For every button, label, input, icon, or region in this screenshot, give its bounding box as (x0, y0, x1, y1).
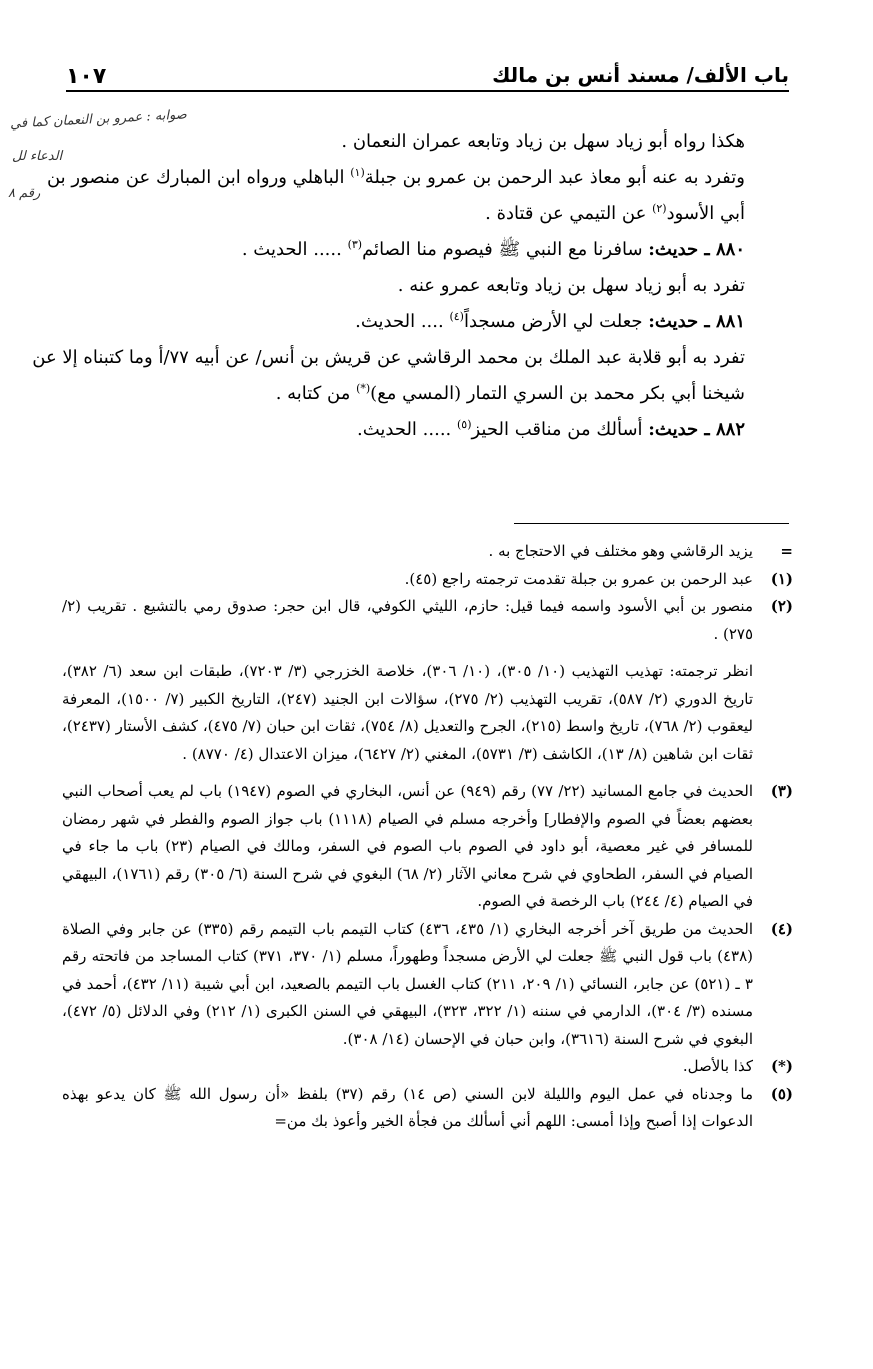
margin-note-line3: رقم ٨ (8, 186, 41, 201)
footnote-mark: (١) (770, 569, 793, 588)
hadith-label: ٨٨٠ ـ حديث: (648, 239, 745, 260)
running-title: باب الألف/ مسند أنس بن مالك (492, 63, 789, 87)
paragraph: تفرد به أبو زياد سهل بن زياد وتابعه عمرو عنه . (397, 275, 745, 296)
hadith-label: ٨٨١ ـ حديث: (648, 311, 745, 332)
footnote (62, 593, 793, 768)
page-header (66, 56, 789, 92)
margin-note-line2: الدعاء لل (12, 149, 63, 164)
footnote-mark: (٢) (770, 597, 793, 615)
footnote-mark: (٥) (770, 1084, 793, 1103)
footnote-mark: (٤) (770, 919, 793, 938)
footnote-ref: (٢) (652, 202, 667, 215)
footnote-mark: = (780, 542, 793, 560)
footnote-ref: (*) (356, 382, 371, 395)
footnote-text: ما وجدناه في عمل اليوم والليلة لابن السني (ص ١٤) رقم (٣٧) بلفظ «أن رسول الله ﷺ كان يدعو بهذه الدعوات إذا أصبح وإذا أمسى: اللهم أني أسألك من فجأة الخير وأعوذ بك من= (62, 1084, 754, 1130)
paragraph: تفرد به أبو قلابة عبد الملك بن محمد الرقاشي عن قريش بن أنس/ عن أبيه ٧٧/أ وما كتبناه إلا عن شيخنا أبي بكر محمد بن السري التمار (المسي مع)(*) من كتابه . (32, 347, 745, 404)
footnote-text: كذا بالأصل. (682, 1057, 753, 1075)
footnote-mark: (*) (770, 1057, 793, 1075)
main-text (30, 124, 789, 448)
footnote-ref: (٥) (456, 418, 472, 431)
page-number: ١٠٧ (66, 64, 107, 89)
footnote-ref: (٣) (347, 238, 363, 251)
footnote-subtext: انظر ترجمته: تهذيب التهذيب (١٠/ ٣٠٥)، (١٠/ ٣٠٦)، خلاصة الخزرجي (٣/ ٧٢٠٣)، طبقات ابن سعد (٦/ ٣٨٢)، تاريخ الدوري (٢/ ٥٨٧)، تقريب التهذيب (٢/ ٢٧٥)، سؤالات ابن الجنيد (٢٤٧)، التاريخ الكبير (٧/ ١٥٠٠)، المعرفة ليعقوب (٢/ ٧٦٨)، تاريخ واسط (٢١٥)، الجرح والتعديل (٨/ ٧٥٤)، ثقات ابن حبان (٧/ ٤٧٥)، كشف الأستار (٢٤٣٧)، ثقات ابن شاهين (٨/ ١٣)، الكاشف (٣/ ٥٧٣١)، المغني (٢/ ٦٤٢٧)، ميزان الاعتدال (٤/ ٨٧٧٠) . (62, 662, 754, 763)
footnote (62, 566, 793, 594)
footnotes (62, 538, 793, 1136)
footnote (62, 778, 793, 916)
paragraph: هكذا رواه أبو زياد سهل بن زياد وتابعه عمران النعمان . (341, 131, 745, 152)
paragraph: وتفرد به عنه أبو معاذ عبد الرحمن بن عمرو بن جبلة$^{(١)}$ الباهلي ورواه ابن المبارك عن منصور بن أبي الأسود$^{(٢)}$ عن التيمي عن قتادة . (46, 166, 745, 224)
hadith-882: ٨٨٢ ـ حديث: أسألك من مناقب الحيز$^{(٥)}$ ..... الحديث. (356, 418, 745, 440)
hadith-880: ٨٨٠ ـ حديث: سافرنا مع النبي ﷺ فيصوم منا الصائم$^{(٣)}$ ..... الحديث . (241, 238, 745, 260)
footnote-ref: (١) (350, 166, 365, 179)
footnote-text: عبد الرحمن بن عمرو بن جبلة تقدمت ترجمته راجع (٤٥). (404, 569, 753, 588)
footnote-ref: (٤) (449, 310, 464, 323)
hadith-881: ٨٨١ ـ حديث: جعلت لي الأرض مسجداً$^{(٤)}$ .... الحديث. (355, 310, 745, 332)
footnote-text: منصور بن أبي الأسود واسمه فيما قيل: حازم، الليثي الكوفي، قال ابن حجر: صدوق رمي بالتشيع . تقريب (٢/ ٢٧٥) . (62, 597, 753, 643)
footnote-text: الحديث في جامع المسانيد (٢٢/ ٧٧) رقم (٩٤٩) عن أنس، البخاري في الصوم (١٩٤٧) باب لم يعب أصحاب النبي بعضهم بعضاً في الصوم والإفطار] وأخرجه مسلم في الصيام (١١١٨) باب جواز الصوم والفطر في شهر رمضان للمسافر في غير معصية، أبو داود في الصوم باب الصوم في السفر، ومالك في الصيام (٢٣) باب ما جاء في الصيام في السفر، الطحاوي في شرح معاني الآثار (٢/ ٦٨) البغوي في شرح السنة (٦/ ٣٠٥) رقم (١٧٦١)، البيهقي في الصيام (٤/ ٢٤٤) باب الرخصة في الصوم. (62, 782, 753, 910)
footnote (62, 538, 793, 566)
footnote-mark: (٣) (770, 782, 793, 800)
footnote-text: يزيد الرقاشي وهو مختلف في الاحتجاج به . (488, 542, 753, 560)
footnote (62, 1081, 793, 1136)
margin-note-line1: صوابه : عمرو بن النعمان كما في (9, 107, 188, 132)
footnote (62, 916, 793, 1054)
footnote-text: الحديث من طريق آخر أخرجه البخاري (١/ ٤٣٥، ٤٣٦) كتاب التيمم باب التيمم رقم (٣٣٥) عن جابر وفي الصلاة (٤٣٨) باب قول النبي ﷺ جعلت لي الأرض مسجداً وطهوراً، مسلم (١/ ٣٧٠، ٣٧١) كتاب المساجد من فاتحته رقم ٣ ـ (٥٢١) عن جابر، النسائي (١/ ٢٠٩، ٢١١) كتاب الغسل باب التيمم بالصعيد، ابن أبي شيبة (١١/ ٤٣٢)، أحمد في مسنده (٣/ ٣٠٤)، الدارمي في سننه (١/ ٣٢٢، ٣٢٣)، البيهقي في السنن الكبرى (١/ ٢١٢) وفي الدلائل (٥/ ٤٧٢)، البغوي في شرح السنة (٣٦١٦)، وابن حبان في الإحسان (١٤/ ٣٠٨). (62, 919, 754, 1048)
hadith-label: ٨٨٢ ـ حديث: (648, 419, 745, 440)
footnote (62, 1053, 793, 1081)
footnote-divider (514, 523, 789, 524)
